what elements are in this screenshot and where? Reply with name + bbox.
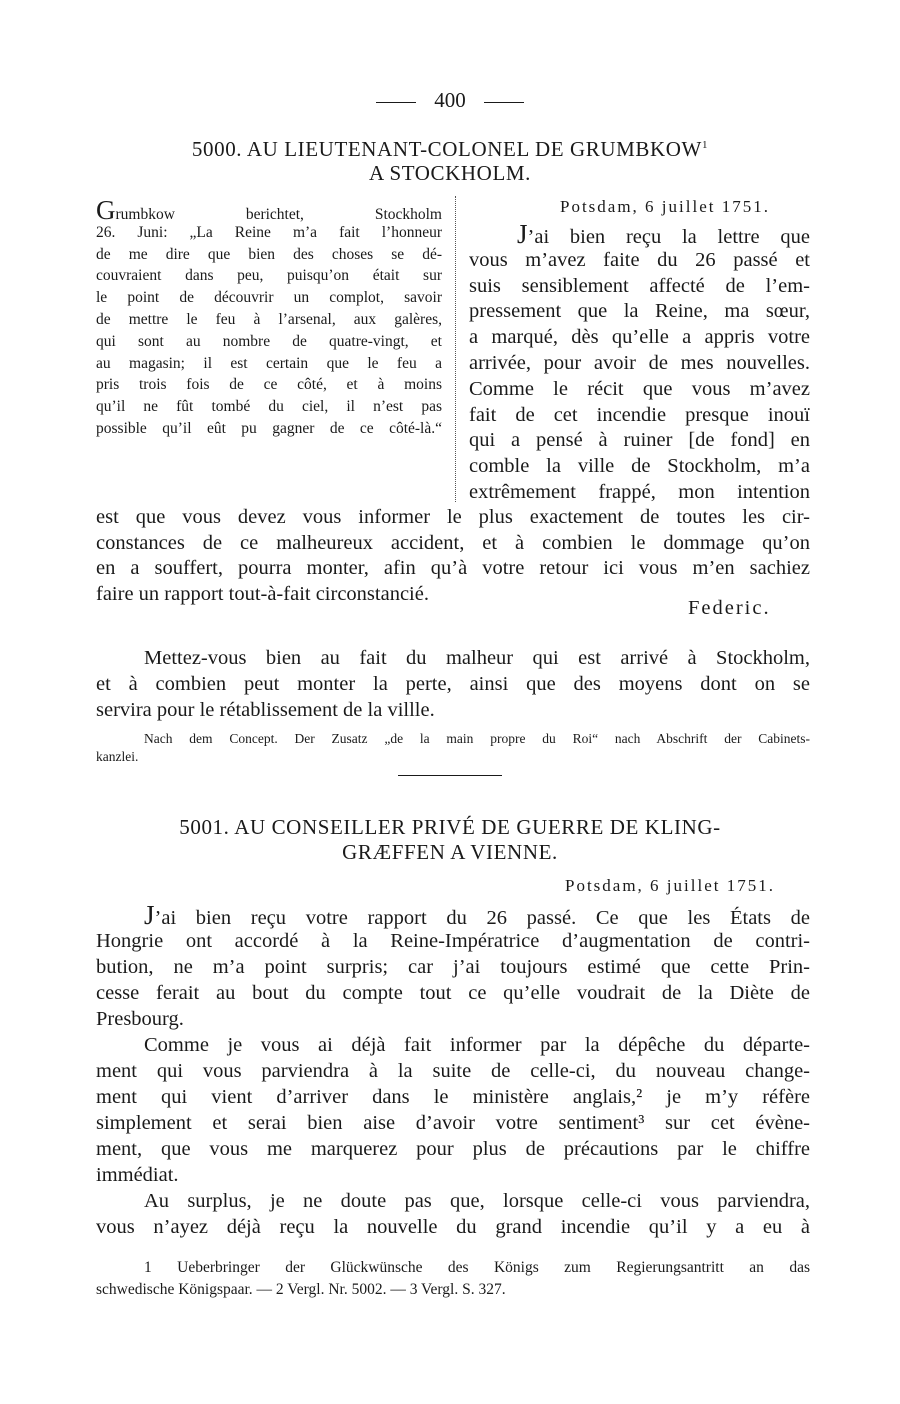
letter-line: Au surplus, je ne doute pas que, lorsque celle-ci vous parviendra,: [144, 1190, 810, 1212]
letter-5001-title-line1: 5001. AU CONSEILLER PRIVÉ DE GUERRE DE KLING-: [179, 815, 721, 839]
letter-line: Presbourg.: [96, 1008, 184, 1030]
letter-line: immédiat.: [96, 1164, 179, 1186]
letter-line: J’ai bien reçu votre rapport du 26 passé. Ce que les États de: [144, 900, 810, 930]
letter-line: ment, que vous me marquerez pour plus de précautions par le chiffre: [96, 1138, 810, 1160]
letter-line: simplement et serai bien aise d’avoir votre sentiment³ sur cet évène-: [96, 1112, 810, 1134]
header-rule-left: [376, 102, 416, 103]
letter-line: est que vous devez vous informer le plus exactement de toutes les cir-: [96, 506, 810, 528]
header-rule-right: [484, 102, 524, 103]
letter-line: extrêmement frappé, mon intention: [469, 481, 810, 503]
dateline-5000: Potsdam, 6 juillet 1751.: [560, 197, 770, 216]
letter-line: ment qui vient d’arriver dans le ministère anglais,² je m’y réfère: [96, 1086, 810, 1108]
source-line: kanzlei.: [96, 749, 139, 764]
letter-line: a marqué, dès qu’elle a appris votre: [469, 326, 810, 349]
postscript-line: et à combien peut monter la perte, ainsi que des moyens dont on se: [96, 673, 810, 695]
letter-line: pressement que la Reine, ma sœur,: [469, 300, 810, 323]
letter-5000-title-line2: A STOCKHOLM.: [368, 161, 531, 185]
summary-line: possible qu’il eût pu gagner de ce côté-là.“: [96, 420, 442, 437]
footnote-ref-1: 1: [701, 139, 709, 151]
postscript-line: Mettez-vous bien au fait du malheur qui est arrivé à Stockholm,: [144, 647, 810, 669]
summary-line: pris trois fois de ce côté, et à moins: [96, 376, 442, 394]
summary-line: au magasin; il est certain que le feu a: [96, 354, 442, 372]
summary-line: Grumbkow berichtet, Stockholm: [96, 195, 442, 225]
letter-line: qui a pensé à ruiner [de fond] en: [469, 429, 810, 452]
letter-5001-title-line2: GRÆFFEN A VIENNE.: [342, 840, 558, 864]
letter-line: suis sensiblement affecté de l’em-: [469, 274, 810, 297]
page-number: 400: [434, 88, 466, 112]
section-separator: [398, 775, 502, 776]
source-line: Nach dem Concept. Der Zusatz „de la main propre du Roi“ nach Abschrift der Cabinets-: [144, 731, 810, 746]
letter-line: vous m’avez faite du 26 passé et: [469, 248, 810, 271]
summary-line: de mettre le feu à l’arsenal, aux galères,: [96, 311, 442, 328]
letter-line: en a souffert, pourra monter, afin qu’à votre retour ici vous m’en sachiez: [96, 557, 810, 579]
footnote-line: schwedische Königspaar. — 2 Vergl. Nr. 5002. — 3 Vergl. S. 327.: [96, 1281, 506, 1298]
letter-line: J’ai bien reçu la lettre que: [517, 219, 810, 249]
letter-line: Comme le récit que vous m’avez: [469, 377, 810, 400]
letter-line: comble la ville de Stockholm, m’a: [469, 455, 810, 478]
letter-line: arrivée, pour avoir de mes nouvelles.: [469, 352, 810, 374]
letter-line: fait de cet incendie presque inouï: [469, 403, 810, 426]
letter-line: Hongrie ont accordé à la Reine-Impératrice d’augmentation de contri-: [96, 930, 810, 952]
signature: Federic.: [688, 597, 771, 619]
letter-line: faire un rapport tout-à-fait circonstancié.: [96, 582, 429, 605]
column-divider: [455, 196, 456, 502]
postscript-line: servira pour le rétablissement de la villle.: [96, 699, 435, 721]
dateline-5001: Potsdam, 6 juillet 1751.: [565, 876, 775, 895]
summary-line: qui sont au nombre de quatre-vingt, et: [96, 332, 442, 350]
summary-line: de me dire que bien des choses se dé-: [96, 245, 442, 263]
summary-line: couvraient dans peu, puisqu’on était sur: [96, 267, 442, 285]
letter-line: vous n’ayez déjà reçu la nouvelle du grand incendie qu’il y a eu à: [96, 1216, 810, 1238]
page-header: [0, 88, 900, 113]
footnote-line: 1 Ueberbringer der Glückwünsche des Königs zum Regierungsantritt an das: [144, 1259, 810, 1276]
summary-line: le point de découvrir un complot, savoir: [96, 289, 442, 307]
letter-line: cesse ferait au bout du compte tout ce qu’elle voudrait de la Diète de: [96, 982, 810, 1004]
letter-line: ment qui vous parviendra à la suite de celle-ci, du nouveau change-: [96, 1060, 810, 1082]
summary-line: qu’il ne fût tombé du ciel, il n’est pas: [96, 398, 442, 416]
summary-line: 26. Juni: „La Reine m’a fait l’honneur: [96, 223, 442, 241]
letter-line: constances de ce malheureux accident, et à combien le dommage qu’on: [96, 531, 810, 554]
letter-5000-title-line1: 5000. AU LIEUTENANT-COLONEL DE GRUMBKOW$^1$: [191, 137, 709, 161]
letter-line: bution, ne m’a point surpris; car j’ai toujours estimé que cette Prin-: [96, 956, 810, 978]
letter-line: Comme je vous ai déjà fait informer par la dépêche du départe-: [144, 1034, 810, 1056]
